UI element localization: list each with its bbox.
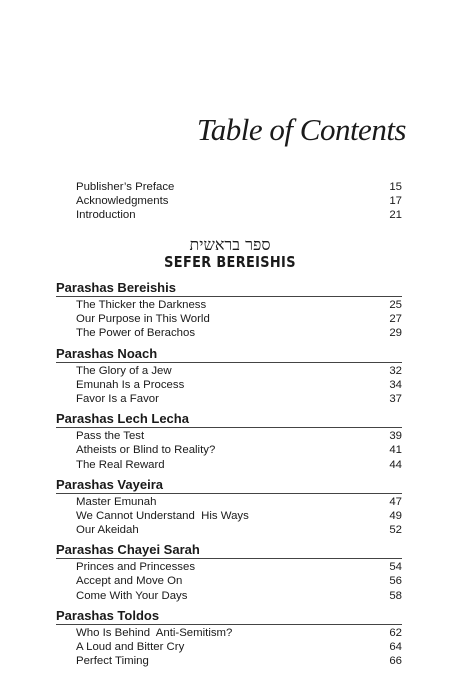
section-heading[interactable]: Parashas Noach: [56, 345, 402, 363]
toc-entry[interactable]: [76, 194, 402, 208]
toc-entry[interactable]: [76, 364, 402, 378]
toc-entry-label: Our Akeidah: [76, 524, 139, 537]
toc-entry-label: We Cannot Understand His Ways: [76, 509, 249, 522]
toc-entry-label: The Glory of a Jew: [76, 364, 172, 377]
toc-entry[interactable]: [76, 626, 402, 640]
toc-entry-label: A Loud and Bitter Cry: [76, 641, 185, 653]
toc-section: [56, 345, 402, 407]
section-heading[interactable]: Parashas Bereishis: [56, 279, 402, 297]
section-heading[interactable]: Parashas Toldos: [56, 607, 402, 625]
toc-entry-label: The Thicker the Darkness: [76, 299, 207, 311]
toc-section: [56, 541, 402, 603]
toc-entry-label: Emunah Is a Process: [76, 378, 185, 391]
toc-entry[interactable]: [76, 180, 402, 194]
toc-entry-page: 41: [389, 444, 402, 457]
toc-entry-label: Master Emunah: [76, 495, 157, 508]
toc-entry[interactable]: [76, 392, 402, 406]
book-title-english: SEFER BEREISHIS: [164, 253, 296, 271]
toc-entry-page: 54: [389, 561, 402, 574]
toc-entry-label: The Power of Berachos: [76, 327, 196, 340]
sections-list: [56, 279, 402, 672]
toc-entry-page: 44: [389, 458, 402, 471]
toc-entry[interactable]: [76, 312, 402, 326]
toc-entry[interactable]: [76, 495, 402, 509]
toc-entry-page: 25: [389, 299, 402, 311]
toc-entry[interactable]: [76, 523, 402, 537]
toc-entry-label: Atheists or Blind to Reality?: [76, 444, 216, 457]
toc-entry-label: Come With Your Days: [76, 589, 188, 602]
toc-entry[interactable]: [76, 509, 402, 523]
book-title-hebrew: ספר בראשית: [189, 235, 271, 254]
toc-entry-page: 17: [389, 195, 402, 208]
toc-entry[interactable]: [76, 654, 402, 668]
toc-entry[interactable]: [76, 560, 402, 574]
section-items: [56, 429, 402, 472]
section-heading[interactable]: Parashas Vayeira: [56, 476, 402, 494]
front-matter-list: [76, 180, 402, 223]
toc-entry[interactable]: [76, 326, 402, 340]
toc-entry[interactable]: [76, 298, 402, 312]
toc-entry-page: 62: [389, 626, 402, 639]
toc-entry-label: Who Is Behind Anti-Semitism?: [76, 626, 233, 639]
toc-entry-page: 64: [389, 641, 402, 653]
section-items: [56, 364, 402, 407]
toc-entry-label: Our Purpose in This World: [76, 313, 210, 326]
toc-section: [56, 607, 402, 669]
toc-entry-label: Publisher’s Preface: [76, 181, 175, 193]
toc-entry-label: The Real Reward: [76, 458, 165, 471]
toc-entry[interactable]: [76, 640, 402, 654]
toc-entry-label: Princes and Princesses: [76, 561, 196, 574]
toc-entry-label: Introduction: [76, 209, 136, 222]
toc-entry-label: Accept and Move On: [76, 575, 183, 588]
toc-section: [56, 410, 402, 472]
toc-entry[interactable]: [76, 208, 402, 222]
toc-section: [56, 279, 402, 341]
toc-entry-page: 37: [389, 392, 402, 405]
toc-entry[interactable]: [76, 458, 402, 472]
toc-section: [56, 476, 402, 538]
toc-entry-page: 39: [389, 430, 402, 443]
section-items: [56, 495, 402, 538]
section-items: [56, 560, 402, 603]
toc-entry-page: 21: [389, 209, 402, 222]
toc-entry[interactable]: [76, 429, 402, 443]
toc-entry-page: 47: [389, 495, 402, 508]
toc-entry-page: 58: [389, 589, 402, 602]
toc-entry-page: 29: [389, 327, 402, 340]
section-heading[interactable]: Parashas Chayei Sarah: [56, 541, 402, 559]
toc-entry-page: 49: [389, 509, 402, 522]
page-title: Table of Contents: [196, 112, 406, 147]
section-items: [56, 626, 402, 669]
toc-entry-page: 34: [389, 378, 402, 391]
toc-entry[interactable]: [76, 574, 402, 588]
toc-entry-page: 15: [389, 181, 402, 193]
toc-entry[interactable]: [76, 443, 402, 457]
toc-entry-page: 56: [389, 575, 402, 588]
toc-entry-page: 32: [389, 364, 402, 377]
toc-entry-page: 52: [389, 524, 402, 537]
toc-entry[interactable]: [76, 589, 402, 603]
section-heading[interactable]: Parashas Lech Lecha: [56, 410, 402, 428]
toc-entry-label: Perfect Timing: [76, 655, 149, 668]
toc-entry[interactable]: [76, 378, 402, 392]
section-items: [56, 298, 402, 341]
toc-entry-page: 66: [389, 655, 402, 668]
toc-entry-label: Pass the Test: [76, 430, 145, 443]
toc-entry-label: Favor Is a Favor: [76, 392, 159, 405]
toc-entry-page: 27: [389, 313, 402, 326]
toc-entry-label: Acknowledgments: [76, 195, 169, 208]
